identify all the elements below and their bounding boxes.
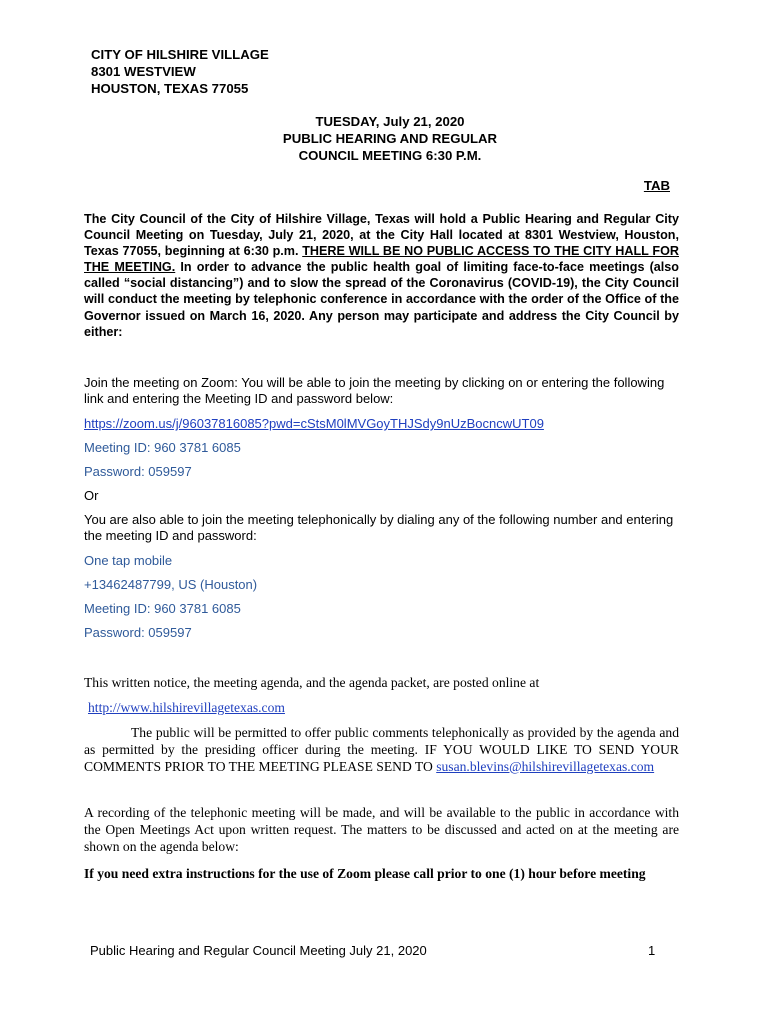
zoom-help-note: If you need extra instructions for the use of Zoom please call prior to one (1) hour before meeting (84, 866, 646, 881)
comments-text: The public will be permitted to offer public comments telephonically as provided by the agenda and as permitted by the presiding officer during the meeting. IF YOU WOULD LIKE TO SEND YOUR COMMENTS PRIOR TO THE MEETING PLEASE SEND TO (84, 725, 679, 774)
comments-paragraph (84, 725, 679, 775)
page-number: 1 (648, 943, 656, 958)
or-separator: Or (84, 488, 99, 503)
website-link[interactable]: http://www.hilshirevillagetexas.com (88, 700, 285, 715)
phone-number: +13462487799, US (Houston) (84, 577, 258, 592)
address-block (91, 46, 269, 97)
phone-password: Password: 059597 (84, 625, 192, 640)
one-tap-mobile: One tap mobile (84, 553, 173, 568)
email-link[interactable]: susan.blevins@hilshirevillagetexas.com (436, 758, 655, 774)
recording-paragraph: A recording of the telephonic meeting will be made, and will be available to the public in accordance with the Open Meetings Act upon written request. The matters to be discussed and acted on at the meeting are shown on the agenda below: (84, 805, 679, 854)
zoom-link[interactable]: https://zoom.us/j/96037816085?pwd=cStsM0lMVGoyTHJSdy9nUzBocncwUT09 (84, 416, 544, 431)
tab-label: TAB (643, 178, 670, 193)
zoom-intro: Join the meeting on Zoom: You will be able to join the meeting by clicking on or entering the following link and entering the Meeting ID and password below: (84, 375, 665, 406)
intro-paragraph (84, 211, 679, 340)
zoom-meeting-id: Meeting ID: 960 3781 6085 (84, 440, 241, 455)
intro-text-2: In order to advance the public health goal of limiting face-to-face meetings (also called “social distancing”) and to slow the spread of the Coronavirus (COVID-19), the City Council will conduct the meeting by telephonic conference in accordance with the order of the Office of the Governor issued on March 16, 2020. Any person may participate and address the City Council by either: (84, 260, 680, 339)
meeting-heading (200, 113, 580, 164)
zoom-password: Password: 059597 (84, 464, 192, 479)
meeting-date: TUESDAY, July 21, 2020 (315, 114, 465, 129)
org-name: CITY OF HILSHIRE VILLAGE (91, 47, 269, 62)
city-address: HOUSTON, TEXAS 77055 (91, 81, 249, 96)
street-address: 8301 WESTVIEW (91, 64, 196, 79)
footer-title: Public Hearing and Regular Council Meeting July 21, 2020 (90, 943, 427, 958)
meeting-title-line2: COUNCIL MEETING 6:30 P.M. (298, 148, 482, 163)
no-public-access-notice: THERE WILL BE NO PUBLIC ACCESS TO THE CITY HALL FOR THE MEETING. (84, 244, 679, 275)
phone-intro: You are also able to join the meeting telephonically by dialing any of the following number and entering the meeting ID and password: (84, 512, 674, 543)
intro-text-1: The City Council of the City of Hilshire Village, Texas will hold a Public Hearing and Regular City Council Meeting on Tuesday, July 21, 2020, at the City Hall located at 8301 Westview, Houston, Texas 77055, beginning at 6:30 p.m. (84, 212, 679, 259)
meeting-title-line1: PUBLIC HEARING AND REGULAR (282, 131, 498, 146)
phone-meeting-id: Meeting ID: 960 3781 6085 (84, 601, 241, 616)
posted-notice: This written notice, the meeting agenda, and the agenda packet, are posted online at (84, 675, 540, 690)
